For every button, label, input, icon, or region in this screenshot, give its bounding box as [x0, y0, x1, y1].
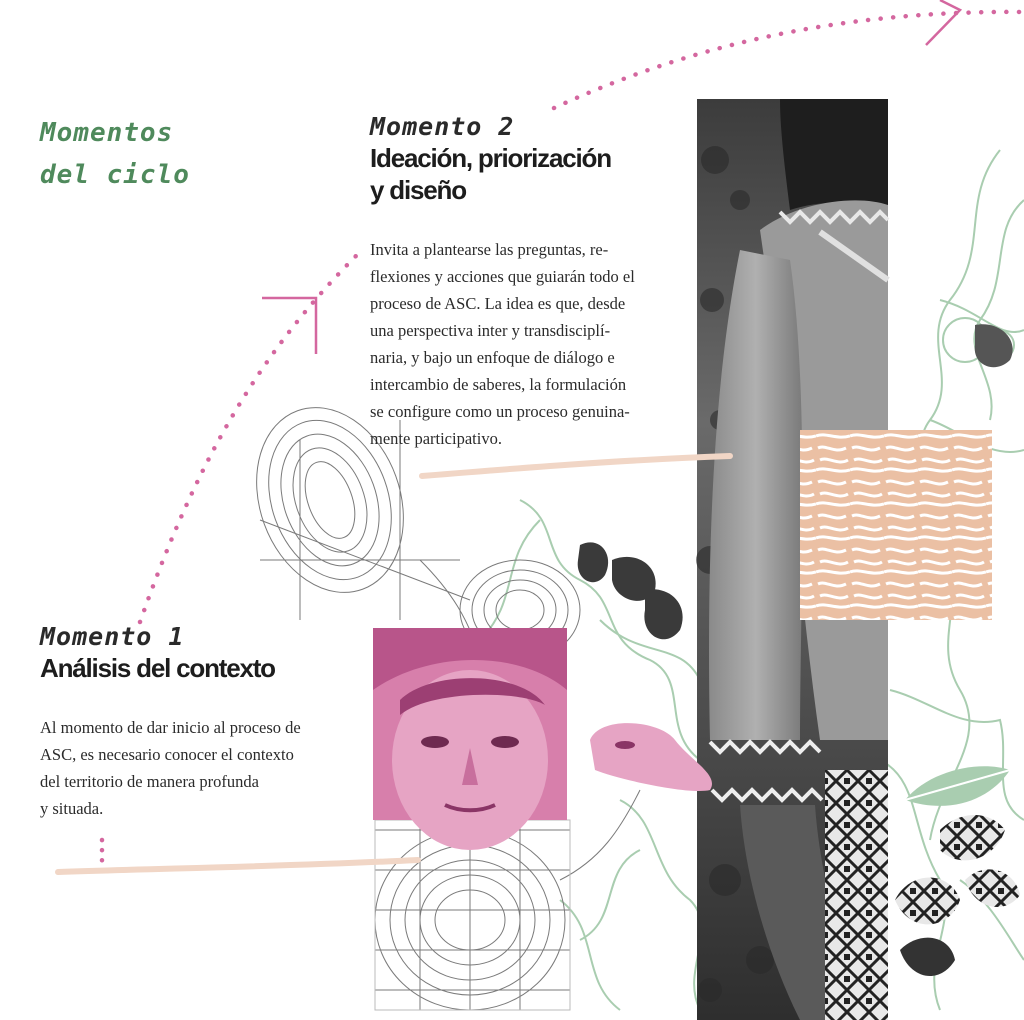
peach-pattern-block — [800, 430, 992, 620]
pink-face-photo — [373, 628, 712, 850]
arrow-top-icon — [926, 0, 960, 45]
moment-1-block — [40, 622, 340, 818]
moment-1-body-line: Al momento de dar inicio al proceso de — [40, 718, 301, 737]
moment-2-body-line: mente participativo. — [370, 429, 502, 448]
brush-underline-moment2 — [422, 456, 730, 476]
brush-underline-moment1 — [58, 860, 418, 872]
moment-1-body-line: y situada. — [40, 799, 104, 818]
section-title-line1: Momentos — [40, 118, 174, 148]
moment-2-heading-line1: Ideación, priorización — [370, 143, 611, 173]
moment-2-body-line: intercambio de saberes, la formulación — [370, 375, 627, 394]
moment-2-body-line: se configure como un proceso genuina- — [370, 402, 630, 421]
section-title-line2: del ciclo — [40, 160, 190, 190]
moment-2-body — [370, 236, 666, 452]
arrow-corner-icon — [262, 298, 316, 354]
moment-2-body-line: naria, y bajo un enfoque de diálogo e — [370, 348, 615, 367]
moment-2-heading — [370, 142, 670, 206]
moment-1-body — [40, 714, 336, 822]
moment-2-body-line: proceso de ASC. La idea es que, desde — [370, 294, 626, 313]
moment-2-body-line: flexiones y acciones que guiarán todo el — [370, 267, 635, 286]
moment-1-body-line: ASC, es necesario conocer el contexto — [40, 745, 294, 764]
moment-2-label: Momento 2 — [370, 112, 515, 141]
moment-2-body-line: Invita a plantearse las preguntas, re- — [370, 240, 609, 259]
moment-1-label: Momento 1 — [40, 622, 185, 651]
moment-2-block — [370, 112, 670, 448]
moment-1-body-line: del territorio de manera profunda — [40, 772, 259, 791]
moment-1-heading: Análisis del contexto — [40, 653, 275, 683]
leaf-shapes — [895, 766, 1020, 976]
section-title — [40, 112, 270, 196]
moment-2-heading-line2: y diseño — [370, 175, 466, 205]
moment-2-body-line: una perspectiva inter y transdisciplí- — [370, 321, 611, 340]
